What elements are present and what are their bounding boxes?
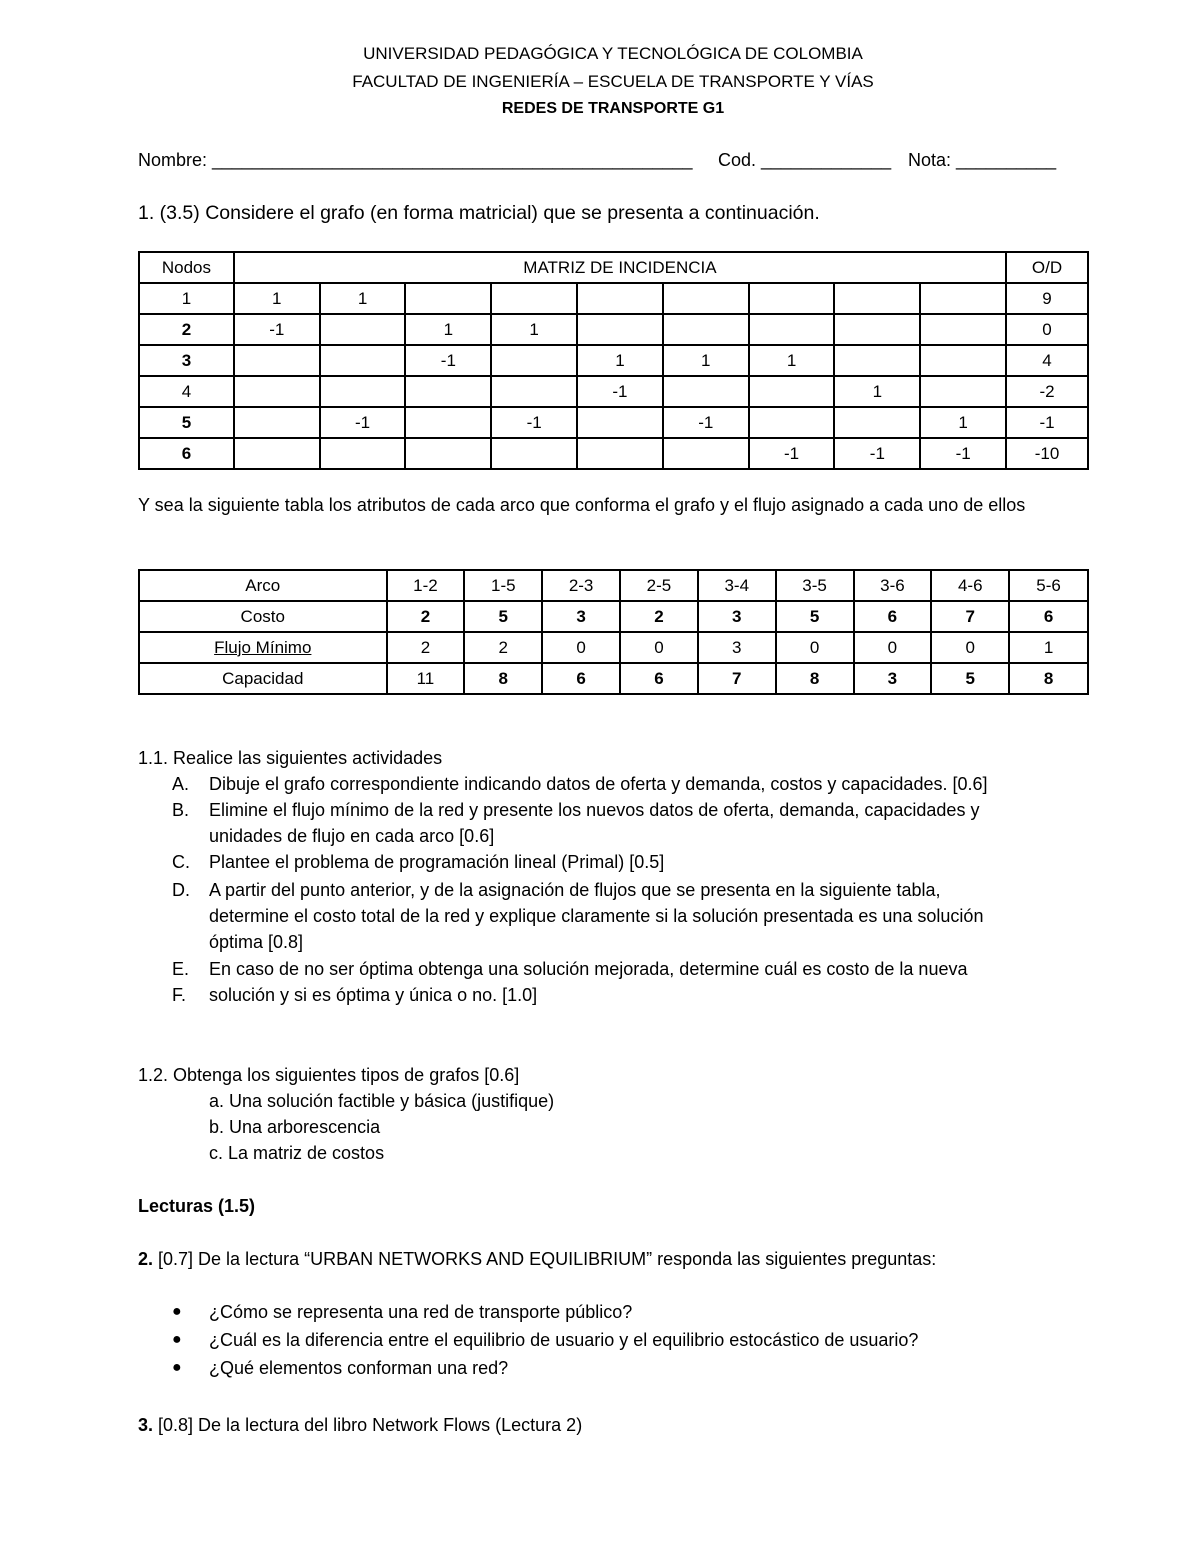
matrix-cell xyxy=(663,376,749,407)
bullet-icon: ● xyxy=(172,1359,182,1376)
attrs-cell: 3 xyxy=(542,601,620,632)
matrix-cell xyxy=(749,376,835,407)
bullet-icon: ● xyxy=(172,1303,182,1320)
matrix-cell: -1 xyxy=(749,438,835,469)
matrix-cell xyxy=(834,345,920,376)
attrs-cell: 7 xyxy=(698,663,776,694)
question-2-text: [0.7] De la lectura “URBAN NETWORKS AND EQUILIBRIUM” responda las siguientes preguntas: xyxy=(153,1249,937,1269)
activity-c xyxy=(172,852,665,873)
attrs-cell: 2-5 xyxy=(620,570,698,601)
matrix-node: 3 xyxy=(139,345,234,376)
activity-text: Plantee el problema de programación lineal (Primal) [0.5] xyxy=(209,852,665,872)
matrix-cell xyxy=(920,345,1006,376)
attrs-row-capacidad xyxy=(139,663,1088,694)
graph-type-b: b. Una arborescencia xyxy=(209,1117,381,1137)
attrs-cell: 3-6 xyxy=(854,570,932,601)
matrix-cell xyxy=(749,407,835,438)
matrix-node: 5 xyxy=(139,407,234,438)
attrs-cell: 2 xyxy=(387,632,465,663)
matrix-cell: -1 xyxy=(577,376,663,407)
matrix-od: -1 xyxy=(1006,407,1088,438)
attrs-row-flujo-minimo xyxy=(139,632,1088,663)
attrs-cell: 3 xyxy=(698,632,776,663)
graph-type-a: a. Una solución factible y básica (justifique) xyxy=(209,1091,555,1111)
attrs-row-arco xyxy=(139,570,1088,601)
matrix-od: -2 xyxy=(1006,376,1088,407)
attrs-cell: 1-5 xyxy=(464,570,542,601)
matrix-row xyxy=(139,438,1088,469)
matrix-cell xyxy=(405,438,491,469)
attrs-cell: 5 xyxy=(776,601,854,632)
attrs-cell: 0 xyxy=(854,632,932,663)
attrs-cell: 3-4 xyxy=(698,570,776,601)
attrs-cell: 5 xyxy=(931,663,1009,694)
matrix-cell xyxy=(234,345,320,376)
matrix-cell xyxy=(834,314,920,345)
attrs-cell: 11 xyxy=(387,663,465,694)
cod-field: Cod. _____________ xyxy=(718,150,892,170)
attrs-cell: 0 xyxy=(620,632,698,663)
matrix-header-title: MATRIZ DE INCIDENCIA xyxy=(234,252,1006,283)
attrs-cell: 2 xyxy=(387,601,465,632)
bullet-text: ¿Cuál es la diferencia entre el equilibrio de usuario y el equilibrio estocástico de usuario? xyxy=(209,1330,919,1350)
matrix-od: 0 xyxy=(1006,314,1088,345)
matrix-cell xyxy=(234,438,320,469)
bullet-icon: ● xyxy=(172,1331,182,1348)
matrix-cell xyxy=(320,438,406,469)
matrix-cell xyxy=(405,407,491,438)
matrix-cell xyxy=(491,376,577,407)
attrs-cell: 0 xyxy=(776,632,854,663)
matrix-cell xyxy=(663,314,749,345)
question-1-text: 1. (3.5) Considere el grafo (en forma matricial) que se presenta a continuación. xyxy=(138,202,820,224)
attrs-cell: 3 xyxy=(854,663,932,694)
matrix-row xyxy=(139,407,1088,438)
matrix-row xyxy=(139,283,1088,314)
matrix-cell xyxy=(749,314,835,345)
matrix-cell: 1 xyxy=(577,345,663,376)
matrix-node: 2 xyxy=(139,314,234,345)
matrix-node: 4 xyxy=(139,376,234,407)
matrix-cell xyxy=(920,314,1006,345)
attrs-label: Flujo Mínimo xyxy=(139,632,387,663)
activity-text: A partir del punto anterior, y de la asignación de flujos que se presenta en la siguiente tabla, xyxy=(209,880,941,900)
attrs-label: Arco xyxy=(139,570,387,601)
attrs-row-costo xyxy=(139,601,1088,632)
bullet-text: ¿Cómo se representa una red de transporte público? xyxy=(209,1302,633,1322)
attrs-cell: 0 xyxy=(542,632,620,663)
matrix-cell xyxy=(234,407,320,438)
matrix-cell xyxy=(491,438,577,469)
question-2-number: 2. xyxy=(138,1249,154,1269)
matrix-cell xyxy=(834,283,920,314)
matrix-cell xyxy=(491,283,577,314)
matrix-cell: 1 xyxy=(405,314,491,345)
matrix-cell: -1 xyxy=(320,407,406,438)
attrs-table-intro: Y sea la siguiente tabla los atributos de cada arco que conforma el grafo y el flujo asignado a cada uno de ellos xyxy=(138,495,1026,515)
question-2 xyxy=(138,1249,936,1270)
activity-d-cont-2: óptima [0.8] xyxy=(209,932,304,952)
attrs-cell: 2-3 xyxy=(542,570,620,601)
attrs-cell: 6 xyxy=(1009,601,1088,632)
matrix-cell xyxy=(834,407,920,438)
matrix-row xyxy=(139,314,1088,345)
matrix-cell: -1 xyxy=(663,407,749,438)
matrix-cell xyxy=(749,283,835,314)
matrix-cell: -1 xyxy=(234,314,320,345)
question-3-text: [0.8] De la lectura del libro Network Flows (Lectura 2) xyxy=(153,1415,583,1435)
matrix-cell: 1 xyxy=(320,283,406,314)
section-1-1-title: 1.1. Realice las siguientes actividades xyxy=(138,748,443,768)
matrix-cell xyxy=(320,345,406,376)
attrs-cell: 3 xyxy=(698,601,776,632)
matrix-header-od: O/D xyxy=(1006,252,1088,283)
attrs-cell: 7 xyxy=(931,601,1009,632)
matrix-cell: -1 xyxy=(405,345,491,376)
attrs-cell: 5-6 xyxy=(1009,570,1088,601)
university-name: UNIVERSIDAD PEDAGÓGICA Y TECNOLÓGICA DE COLOMBIA xyxy=(363,44,863,63)
matrix-od: 9 xyxy=(1006,283,1088,314)
activity-text: solución y si es óptima y única o no. [1.0] xyxy=(209,985,538,1005)
graph-type-c: c. La matriz de costos xyxy=(209,1143,385,1163)
attrs-cell: 2 xyxy=(620,601,698,632)
faculty-name: FACULTAD DE INGENIERÍA – ESCUELA DE TRANSPORTE Y VÍAS xyxy=(352,72,874,91)
matrix-node: 6 xyxy=(139,438,234,469)
attrs-cell: 5 xyxy=(464,601,542,632)
matrix-row xyxy=(139,376,1088,407)
attrs-cell: 1 xyxy=(1009,632,1088,663)
attrs-cell: 6 xyxy=(542,663,620,694)
matrix-cell: 1 xyxy=(663,345,749,376)
matrix-node: 1 xyxy=(139,283,234,314)
activity-letter: B. xyxy=(172,800,190,820)
matrix-cell: 1 xyxy=(749,345,835,376)
activity-text: Dibuje el grafo correspondiente indicando datos de oferta y demanda, costos y capacidades. [0.6] xyxy=(209,774,988,794)
matrix-cell: 1 xyxy=(234,283,320,314)
attrs-cell: 8 xyxy=(464,663,542,694)
matrix-cell xyxy=(577,438,663,469)
attrs-cell: 6 xyxy=(620,663,698,694)
attrs-cell: 1-2 xyxy=(387,570,465,601)
matrix-cell xyxy=(234,376,320,407)
activity-letter: D. xyxy=(172,880,190,900)
matrix-cell: 1 xyxy=(834,376,920,407)
matrix-header-nodes: Nodos xyxy=(139,252,234,283)
incidence-matrix-table xyxy=(138,251,1089,470)
matrix-cell xyxy=(663,283,749,314)
attrs-cell: 0 xyxy=(931,632,1009,663)
arc-attributes-table xyxy=(138,569,1089,695)
activity-text: Elimine el flujo mínimo de la red y presente los nuevos datos de oferta, demanda, capacidades y xyxy=(209,800,980,820)
activity-e xyxy=(172,959,968,980)
nombre-field: Nombre: ________________________________________________ xyxy=(138,150,693,170)
matrix-cell: 1 xyxy=(920,407,1006,438)
activity-a xyxy=(172,774,988,795)
matrix-cell: 1 xyxy=(491,314,577,345)
activity-b-cont: unidades de flujo en cada arco [0.6] xyxy=(209,826,495,846)
bullet-text: ¿Qué elementos conforman una red? xyxy=(209,1358,509,1378)
matrix-cell: -1 xyxy=(834,438,920,469)
question-3-number: 3. xyxy=(138,1415,154,1435)
matrix-cell xyxy=(320,376,406,407)
attrs-cell: 4-6 xyxy=(931,570,1009,601)
activity-letter: C. xyxy=(172,852,190,872)
matrix-od: 4 xyxy=(1006,345,1088,376)
matrix-cell xyxy=(405,283,491,314)
activity-letter: F. xyxy=(172,985,187,1005)
attrs-cell: 6 xyxy=(854,601,932,632)
nota-field: Nota: __________ xyxy=(908,150,1057,170)
question-3 xyxy=(138,1415,582,1436)
matrix-cell xyxy=(920,376,1006,407)
activity-f xyxy=(172,985,538,1006)
activity-d xyxy=(172,880,941,901)
matrix-cell xyxy=(405,376,491,407)
attrs-label: Capacidad xyxy=(139,663,387,694)
course-title: REDES DE TRANSPORTE G1 xyxy=(501,100,725,117)
matrix-cell xyxy=(577,407,663,438)
attrs-cell: 8 xyxy=(776,663,854,694)
matrix-cell xyxy=(577,314,663,345)
matrix-row xyxy=(139,345,1088,376)
matrix-od: -10 xyxy=(1006,438,1088,469)
attrs-cell: 8 xyxy=(1009,663,1088,694)
matrix-cell xyxy=(320,314,406,345)
activity-letter: A. xyxy=(172,774,190,794)
activity-b xyxy=(172,800,980,821)
attrs-cell: 2 xyxy=(464,632,542,663)
matrix-cell xyxy=(577,283,663,314)
activity-letter: E. xyxy=(172,959,190,979)
matrix-cell xyxy=(663,438,749,469)
activity-text: En caso de no ser óptima obtenga una solución mejorada, determine cuál es costo de la nueva xyxy=(209,959,968,979)
matrix-cell xyxy=(920,283,1006,314)
attrs-cell: 3-5 xyxy=(776,570,854,601)
matrix-cell: -1 xyxy=(491,407,577,438)
matrix-cell: -1 xyxy=(920,438,1006,469)
section-1-2-title: 1.2. Obtenga los siguientes tipos de grafos [0.6] xyxy=(138,1065,520,1085)
lecturas-heading: Lecturas (1.5) xyxy=(138,1196,256,1216)
matrix-header-row xyxy=(139,252,1088,283)
activity-d-cont-1: determine el costo total de la red y explique claramente si la solución presentada es una solución xyxy=(209,906,984,926)
matrix-cell xyxy=(491,345,577,376)
attrs-label: Costo xyxy=(139,601,387,632)
